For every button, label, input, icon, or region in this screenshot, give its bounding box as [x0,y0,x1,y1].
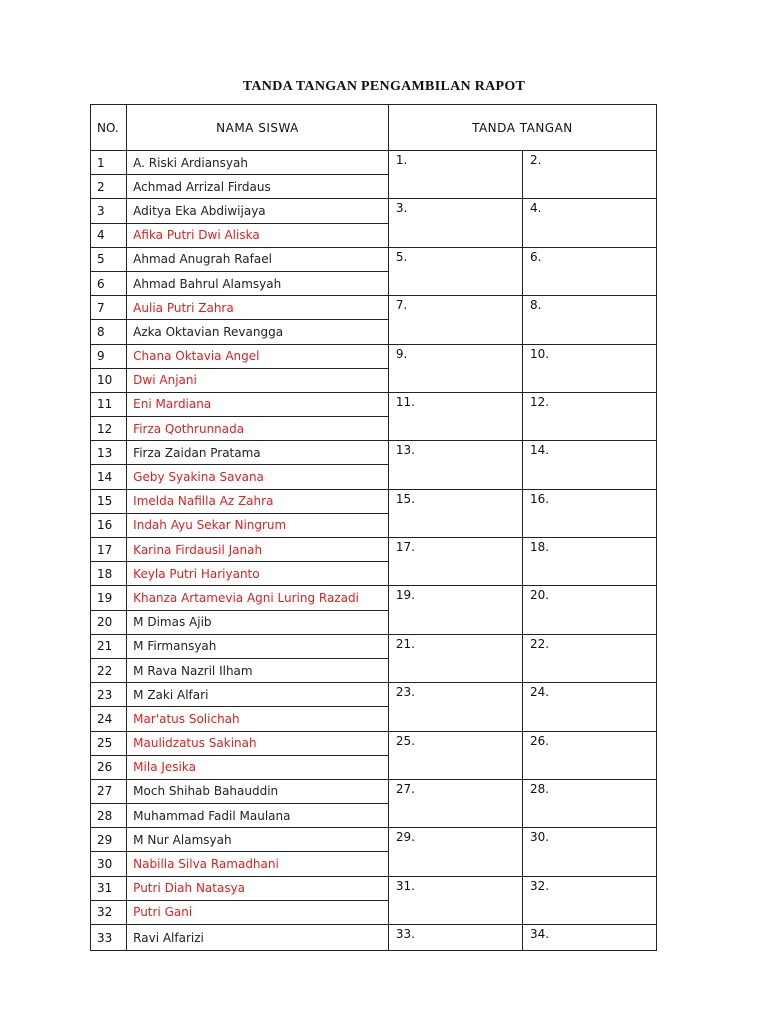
signature-slot-left[interactable]: 9. [388,344,522,392]
student-name: Moch Shihab Bahauddin [127,779,389,803]
student-name: Aditya Eka Abdiwijaya [127,199,389,223]
student-number: 7 [91,296,127,320]
page-title: TANDA TANGAN PENGAMBILAN RAPOT [242,79,526,94]
signature-slot-right[interactable]: 8. [522,296,656,344]
student-name: M Firmansyah [127,634,389,658]
student-name: Ahmad Bahrul Alamsyah [127,271,389,295]
signature-slot-left[interactable]: 13. [388,441,522,489]
table-header-row [91,105,657,151]
student-number: 15 [91,489,127,513]
table-row [91,441,657,465]
signature-slot-left[interactable]: 31. [388,876,522,924]
header-name: NAMA SISWA [127,105,389,151]
table-row [91,828,657,852]
table-row [91,538,657,562]
student-number: 10 [91,368,127,392]
table-row [91,634,657,658]
student-number: 28 [91,804,127,828]
student-number: 17 [91,538,127,562]
student-name: Geby Syakina Savana [127,465,389,489]
signature-slot-right[interactable]: 18. [522,538,656,586]
student-name: Chana Oktavia Angel [127,344,389,368]
student-number: 18 [91,562,127,586]
signature-slot-right[interactable]: 34. [522,925,656,951]
table-row [91,779,657,803]
signature-slot-right[interactable]: 28. [522,779,656,827]
student-name: Putri Diah Natasya [127,876,389,900]
student-name: M Zaki Alfari [127,683,389,707]
signature-slot-right[interactable]: 4. [522,199,656,247]
student-name: Ahmad Anugrah Rafael [127,247,389,271]
student-number: 25 [91,731,127,755]
student-name: Dwi Anjani [127,368,389,392]
student-number: 23 [91,683,127,707]
signature-slot-left[interactable]: 33. [388,925,522,951]
student-number: 30 [91,852,127,876]
student-name: Achmad Arrizal Firdaus [127,175,389,199]
student-number: 6 [91,271,127,295]
student-name: Firza Zaidan Pratama [127,441,389,465]
header-no: NO. [91,105,127,151]
student-name: M Nur Alamsyah [127,828,389,852]
signature-slot-right[interactable]: 14. [522,441,656,489]
student-number: 19 [91,586,127,610]
student-name: Mar'atus Solichah [127,707,389,731]
student-number: 21 [91,634,127,658]
table-row [91,199,657,223]
signature-slot-left[interactable]: 17. [388,538,522,586]
table-row [91,296,657,320]
student-name: Mila Jesika [127,755,389,779]
student-name: Muhammad Fadil Maulana [127,804,389,828]
signature-slot-left[interactable]: 19. [388,586,522,634]
signature-slot-right[interactable]: 10. [522,344,656,392]
student-number: 1 [91,151,127,175]
signature-slot-left[interactable]: 5. [388,247,522,295]
student-number: 5 [91,247,127,271]
student-name: Putri Gani [127,900,389,924]
student-number: 20 [91,610,127,634]
signature-slot-right[interactable]: 20. [522,586,656,634]
student-number: 32 [91,900,127,924]
student-number: 24 [91,707,127,731]
student-number: 14 [91,465,127,489]
student-name: Karina Firdausil Janah [127,538,389,562]
signature-slot-right[interactable]: 30. [522,828,656,876]
student-number: 8 [91,320,127,344]
student-name: Maulidzatus Sakinah [127,731,389,755]
signature-slot-left[interactable]: 15. [388,489,522,537]
signature-slot-left[interactable]: 7. [388,296,522,344]
student-number: 33 [91,925,127,951]
student-number: 16 [91,513,127,537]
signature-slot-left[interactable]: 1. [388,151,522,199]
signature-table [90,104,657,951]
student-number: 27 [91,779,127,803]
signature-slot-right[interactable]: 12. [522,392,656,440]
student-number: 11 [91,392,127,416]
signature-slot-left[interactable]: 11. [388,392,522,440]
table-row [91,925,657,951]
student-name: Nabilla Silva Ramadhani [127,852,389,876]
student-name: M Dimas Ajib [127,610,389,634]
signature-slot-right[interactable]: 22. [522,634,656,682]
student-name: Aulia Putri Zahra [127,296,389,320]
signature-slot-right[interactable]: 2. [522,151,656,199]
student-name: Afika Putri Dwi Aliska [127,223,389,247]
student-number: 12 [91,417,127,441]
table-row [91,392,657,416]
signature-slot-right[interactable]: 6. [522,247,656,295]
student-name: A. Riski Ardiansyah [127,151,389,175]
signature-slot-left[interactable]: 25. [388,731,522,779]
student-name: M Rava Nazril Ilham [127,658,389,682]
student-number: 9 [91,344,127,368]
student-number: 22 [91,658,127,682]
signature-slot-left[interactable]: 27. [388,779,522,827]
signature-slot-left[interactable]: 3. [388,199,522,247]
table-row [91,344,657,368]
table-row [91,151,657,175]
student-name: Ravi Alfarizi [127,925,389,951]
table-row [91,586,657,610]
student-name: Khanza Artamevia Agni Luring Razadi [127,586,389,610]
student-name: Firza Qothrunnada [127,417,389,441]
table-row [91,683,657,707]
signature-slot-right[interactable]: 32. [522,876,656,924]
header-signature: TANDA TANGAN [388,105,656,151]
student-number: 2 [91,175,127,199]
table-row [91,489,657,513]
student-number: 29 [91,828,127,852]
table-row [91,876,657,900]
table-row [91,247,657,271]
signature-slot-left[interactable]: 23. [388,683,522,731]
student-name: Eni Mardiana [127,392,389,416]
table-row [91,731,657,755]
student-name: Indah Ayu Sekar Ningrum [127,513,389,537]
signature-slot-left[interactable]: 29. [388,828,522,876]
student-number: 4 [91,223,127,247]
student-name: Imelda Nafilla Az Zahra [127,489,389,513]
signature-slot-right[interactable]: 24. [522,683,656,731]
signature-slot-right[interactable]: 16. [522,489,656,537]
student-number: 31 [91,876,127,900]
student-name: Azka Oktavian Revangga [127,320,389,344]
student-number: 26 [91,755,127,779]
student-number: 3 [91,199,127,223]
student-number: 13 [91,441,127,465]
signature-slot-left[interactable]: 21. [388,634,522,682]
student-name: Keyla Putri Hariyanto [127,562,389,586]
signature-slot-right[interactable]: 26. [522,731,656,779]
